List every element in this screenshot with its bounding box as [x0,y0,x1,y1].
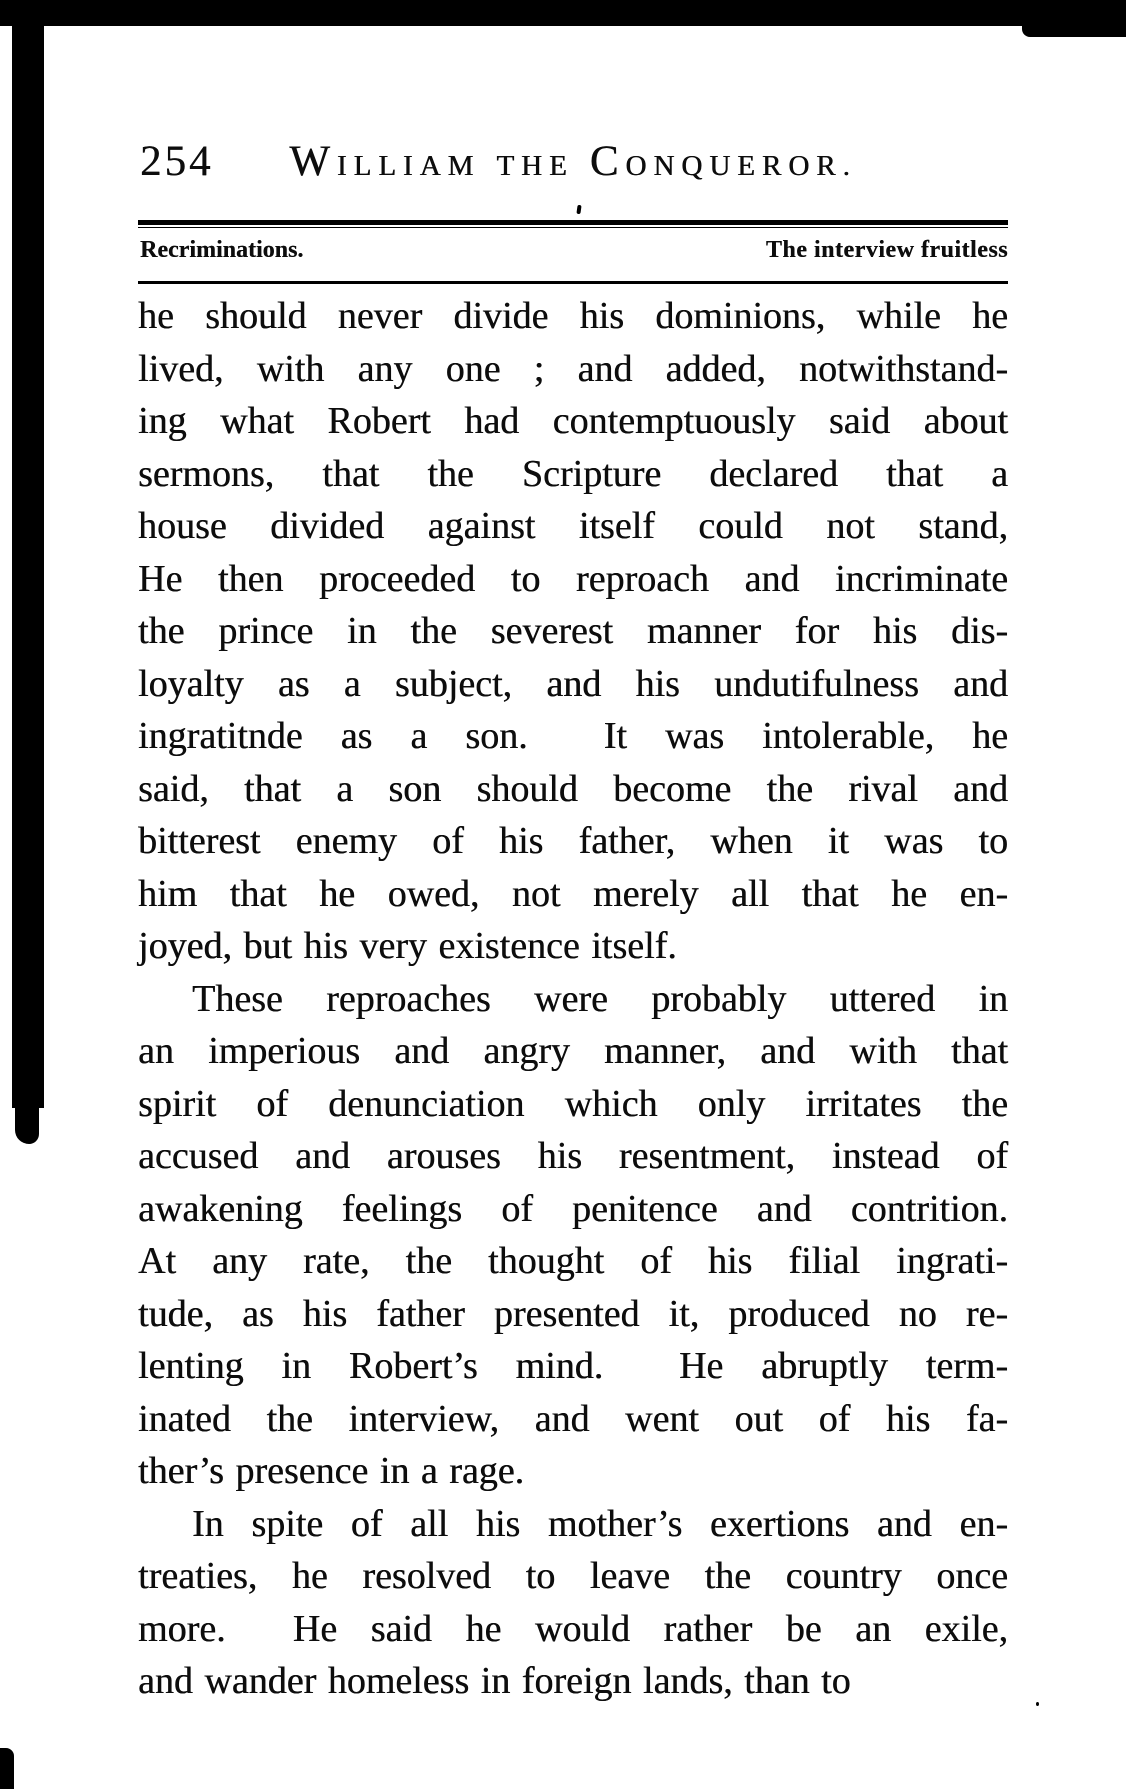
page-header [138,128,1008,190]
title-word: CONQUEROR. [589,138,857,185]
text-line: loyalty as a subject, and his undutifulness and [138,662,1008,705]
text-line paragraph-end: ther’s presence in a rage. [138,1450,525,1492]
scan-mark-bottom-left [0,1748,14,1789]
text-line: treaties, he resolved to leave the country once [138,1555,1008,1597]
scan-border-left [12,0,44,1108]
page-number: 254 [140,138,214,185]
text-line: inated the interview, and went out of his fa- [138,1397,1008,1440]
text-line: said, that a son should become the rival and [138,767,1008,810]
running-head-right: The interview fruitless [765,237,1008,263]
text-line: more. He said he would rather be an exile, [138,1607,1008,1650]
ink-speck-small [1036,1702,1039,1706]
text-line: tude, as his father presented it, produced no re- [138,1292,1008,1335]
text-line: lived, with any one ; and added, notwithstand- [138,347,1008,390]
title-word: WILLIAM [289,138,481,185]
title-word: THE [496,150,574,182]
book-title [138,137,1008,186]
text-line: him that he owed, not merely all that he en- [138,872,1008,915]
body-text [138,290,1008,1708]
running-heads [138,237,1008,271]
text-line paragraph-end: joyed, but his very existence itself. [138,925,677,967]
text-line: sermons, that the Scripture declared that a [138,452,1008,495]
text-line: the prince in the severest manner for his dis- [138,610,1008,652]
text-line paragraph-start: These reproaches were probably uttered in [192,977,1008,1020]
text-line page-end: and wander homeless in foreign lands, than to [138,1660,851,1702]
text-line: an imperious and angry manner, and with that [138,1030,1008,1072]
text-line: awakening feelings of penitence and contrition. [138,1187,1008,1230]
text-line: At any rate, the thought of his filial ingrati- [138,1240,1008,1282]
running-head-left: Recriminations. [140,237,304,263]
text-line: he should never divide his dominions, while he [138,295,1008,337]
text-line: house divided against itself could not stand, [138,505,1008,547]
text-line: ing what Robert had contemptuously said about [138,400,1008,442]
text-line: lenting in Robert’s mind. He abruptly term- [138,1345,1008,1387]
ink-speck [576,205,581,214]
scan-border-top-right [1022,0,1126,37]
text-line: spirit of denunciation which only irritates the [138,1082,1008,1125]
text-line: accused and arouses his resentment, instead of [138,1135,1008,1177]
header-rule-light [138,281,1008,285]
scan-border-left-tip [15,1106,39,1144]
text-line: bitterest enemy of his father, when it was to [138,820,1008,862]
text-line paragraph-start: In spite of all his mother’s exertions and en- [192,1502,1008,1545]
text-line: ingratitnde as a son. It was intolerable, he [138,715,1008,757]
text-line: He then proceeded to reproach and incriminate [138,557,1008,600]
scan-border-top [0,0,1126,26]
header-rule-heavy [138,220,1008,229]
